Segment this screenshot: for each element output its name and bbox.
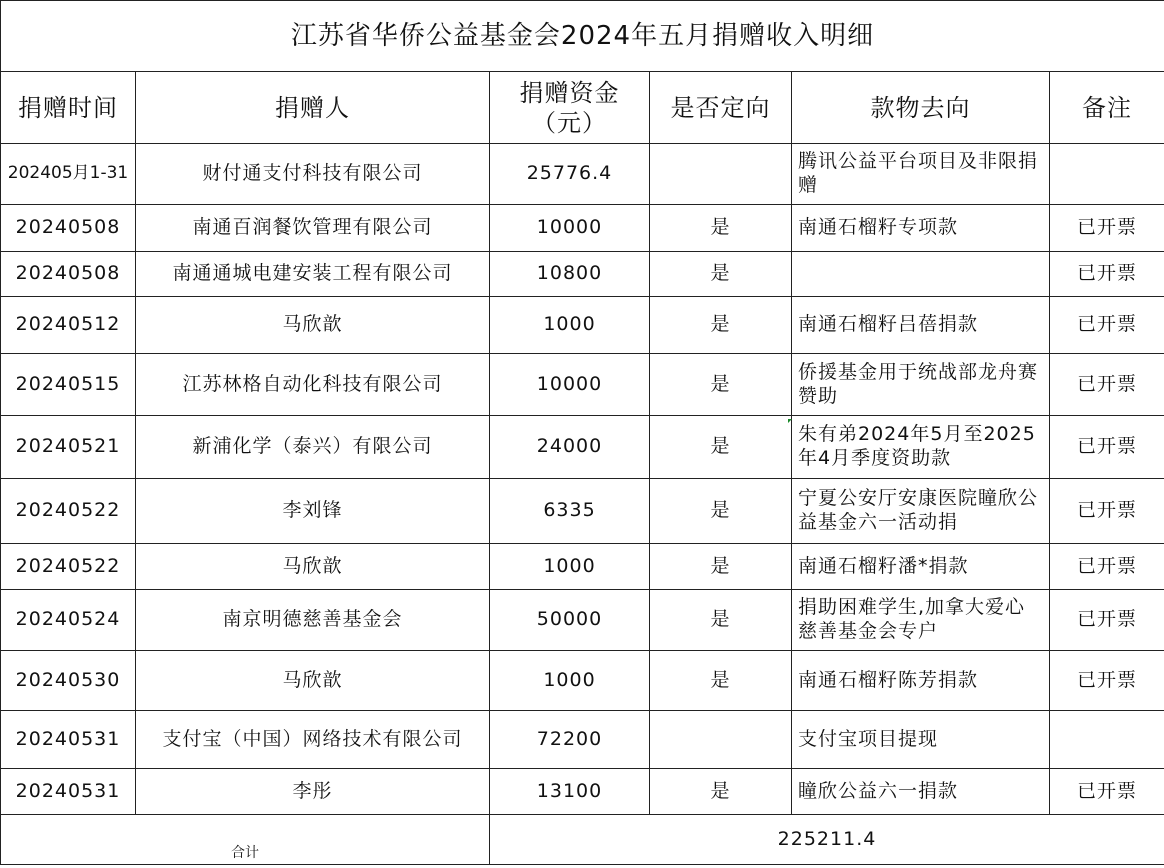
cell-donor: 马欣歆: [136, 297, 490, 354]
table-row: [1, 479, 1164, 544]
cell-note: 已开票: [1050, 590, 1164, 651]
cell-amount: 10000: [490, 205, 650, 252]
header-purpose: 款物去向: [792, 72, 1050, 144]
cell-time: 20240521: [1, 416, 136, 479]
table-row: [1, 252, 1164, 297]
cell-donor: 新浦化学（泰兴）有限公司: [136, 416, 490, 479]
cell-amount: 10800: [490, 252, 650, 297]
cell-note: 已开票: [1050, 769, 1164, 815]
cell-directed: 是: [650, 544, 792, 590]
cell-amount: 1000: [490, 297, 650, 354]
cell-amount: 1000: [490, 544, 650, 590]
table-row: [1, 297, 1164, 354]
table-row: [1, 590, 1164, 651]
cell-purpose: 南通石榴籽陈芳捐款: [792, 651, 1050, 711]
table-row: [1, 416, 1164, 479]
cell-note: 已开票: [1050, 416, 1164, 479]
cell-purpose: 瞳欣公益六一捐款: [792, 769, 1050, 815]
table-row: [1, 651, 1164, 711]
cell-directed: 是: [650, 252, 792, 297]
total-value: 225211.4: [490, 815, 1164, 865]
table-row: [1, 769, 1164, 815]
cell-directed: 是: [650, 651, 792, 711]
cell-time: 20240508: [1, 252, 136, 297]
cell-note: [1050, 144, 1164, 205]
cell-note: 已开票: [1050, 354, 1164, 416]
cell-purpose: 朱有弟2024年5月至2025年4月季度资助款: [792, 416, 1050, 479]
total-row: [1, 815, 1164, 865]
header-donor: 捐赠人: [136, 72, 490, 144]
cell-donor: 江苏林格自动化科技有限公司: [136, 354, 490, 416]
cell-time: 20240524: [1, 590, 136, 651]
cell-directed: 是: [650, 416, 792, 479]
cell-purpose: 南通石榴籽吕蓓捐款: [792, 297, 1050, 354]
cell-amount: 50000: [490, 590, 650, 651]
cell-purpose: [792, 252, 1050, 297]
header-amount: 捐赠资金（元）: [490, 72, 650, 144]
cell-amount: 13100: [490, 769, 650, 815]
cell-note: 已开票: [1050, 205, 1164, 252]
cell-donor: 李刘锋: [136, 479, 490, 544]
cell-amount: 1000: [490, 651, 650, 711]
cell-purpose: 支付宝项目提现: [792, 711, 1050, 769]
table-row: [1, 711, 1164, 769]
cell-donor: 马欣歆: [136, 544, 490, 590]
cell-purpose: 捐助困难学生,加拿大爱心慈善基金会专户: [792, 590, 1050, 651]
cell-comment-marker: [788, 419, 792, 423]
cell-purpose: 南通石榴籽潘*捐款: [792, 544, 1050, 590]
table-row: [1, 205, 1164, 252]
cell-donor: 南京明德慈善基金会: [136, 590, 490, 651]
cell-directed: 是: [650, 769, 792, 815]
cell-donor: 支付宝（中国）网络技术有限公司: [136, 711, 490, 769]
cell-amount: 72200: [490, 711, 650, 769]
cell-purpose: 侨援基金用于统战部龙舟赛赞助: [792, 354, 1050, 416]
cell-time: 20240531: [1, 711, 136, 769]
header-directed: 是否定向: [650, 72, 792, 144]
table-row: [1, 544, 1164, 590]
cell-directed: 是: [650, 590, 792, 651]
cell-purpose: 腾讯公益平台项目及非限捐赠: [792, 144, 1050, 205]
cell-donor: 南通百润餐饮管理有限公司: [136, 205, 490, 252]
cell-purpose: 南通石榴籽专项款: [792, 205, 1050, 252]
cell-time: 20240512: [1, 297, 136, 354]
cell-directed: 是: [650, 297, 792, 354]
cell-amount: 25776.4: [490, 144, 650, 205]
cell-note: [1050, 711, 1164, 769]
cell-directed: [650, 711, 792, 769]
cell-directed: 是: [650, 479, 792, 544]
cell-time: 20240515: [1, 354, 136, 416]
cell-note: 已开票: [1050, 297, 1164, 354]
cell-donor: 李彤: [136, 769, 490, 815]
cell-donor: 南通通城电建安装工程有限公司: [136, 252, 490, 297]
cell-note: 已开票: [1050, 252, 1164, 297]
cell-donor: 马欣歆: [136, 651, 490, 711]
header-time: 捐赠时间: [1, 72, 136, 144]
cell-donor: 财付通支付科技有限公司: [136, 144, 490, 205]
cell-time: 20240530: [1, 651, 136, 711]
cell-time: 20240508: [1, 205, 136, 252]
cell-time: 20240522: [1, 544, 136, 590]
cell-amount: 6335: [490, 479, 650, 544]
cell-time: 20240531: [1, 769, 136, 815]
cell-directed: 是: [650, 354, 792, 416]
table-row: [1, 354, 1164, 416]
cell-time: 202405月1-31: [1, 144, 136, 205]
cell-note: 已开票: [1050, 651, 1164, 711]
cell-time: 20240522: [1, 479, 136, 544]
table-row: [1, 144, 1164, 205]
cell-note: 已开票: [1050, 544, 1164, 590]
page-title: 江苏省华侨公益基金会2024年五月捐赠收入明细: [1, 1, 1164, 72]
header-note: 备注: [1050, 72, 1164, 144]
cell-amount: 10000: [490, 354, 650, 416]
total-label: 合计: [1, 815, 490, 865]
header-row: [1, 72, 1164, 144]
cell-purpose: 宁夏公安厅安康医院瞳欣公益基金六一活动捐: [792, 479, 1050, 544]
cell-amount: 24000: [490, 416, 650, 479]
cell-note: 已开票: [1050, 479, 1164, 544]
cell-directed: 是: [650, 205, 792, 252]
cell-directed: [650, 144, 792, 205]
